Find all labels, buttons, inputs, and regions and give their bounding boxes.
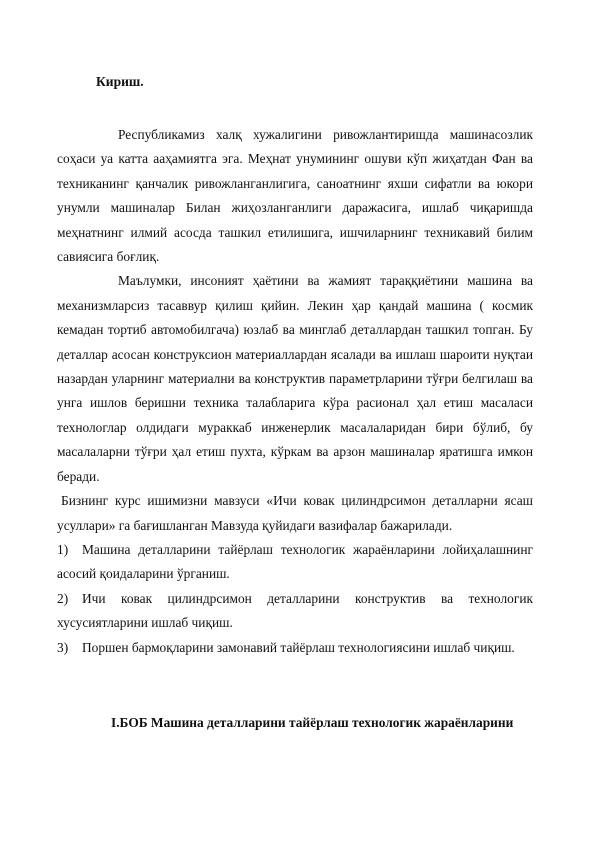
list-item-text: Поршен бармоқларини замонавий тайёрлаш технологиясини ишлаб чиқиш. (82, 639, 515, 655)
paragraph-course-topic: Бизнинг курс ишимизни мавзуси «Ичи ковак цилиндрсимон деталларни ясаш усуллари» га бағишланган Мавзуда қуйидаги вазифалар бажарилади. (57, 493, 533, 533)
list-item-text: Ичи ковак цилиндрсимон деталларини конструктив ва технологик хусусиятларини ишлаб чиқиш. (57, 590, 533, 631)
section-heading: Кириш. (96, 74, 144, 89)
chapter-title: I.БОБ Машина деталларини тайёрлаш технологик жараёнларини (111, 715, 514, 730)
list-item-number: 1) (57, 541, 69, 557)
list-item (57, 636, 533, 660)
paragraph-intro: Республикамиз халқ хужалигини ривожлантиришда машинасозлик соҳаси уа катта ааҳамиятга эга. Меҳнат унумининг ошуви кўп жиҳатдан Фан ва техниканинг қанчалик ривожланганлигига, саноатнинг яхши сифатли ва юкори унумли машиналар Билан жиҳозланганлиги даражасига, ишлаб чиқаришда меҳнатнинг илмий асосда ташкил етилишига, ишчиларнинг техникавий билим савиясига боғлиқ. (57, 127, 533, 265)
list-item (57, 538, 533, 587)
list-item (57, 587, 533, 636)
list-item-text: Машина деталларини тайёрлаш технологик жараёнларини лойиҳалашнинг асосий қоидаларини ўрганиш. (57, 541, 533, 582)
body-text (57, 123, 533, 660)
paragraph-machines: Маълумки, инсоният ҳаётини ва жамият тараққиётини машина ва механизмларсиз тасаввур қилиш қийин. Лекин ҳар қандай машина ( космик кемадан тортиб автомобилгача) юзлаб ва минглаб деталлардан ташкил топган. Бу деталлар асосан конструксион материаллардан ясалади ва ишлаш шароити нуқтаи назардан уларнинг материални ва конструктив параметрларини тўғри белгилаш ва унга ишлов беришни техника талабларига кўра расионал ҳал етиш масаласи технологлар олдидаги мураккаб инженерлик масалаларидан бири бўлиб, бу масалаларни тўғри ҳал етиш пухта, кўркам ва арзон машиналар яратишга имкон беради. (57, 273, 533, 484)
list-item-number: 2) (57, 590, 69, 606)
list-item-number: 3) (57, 639, 69, 655)
